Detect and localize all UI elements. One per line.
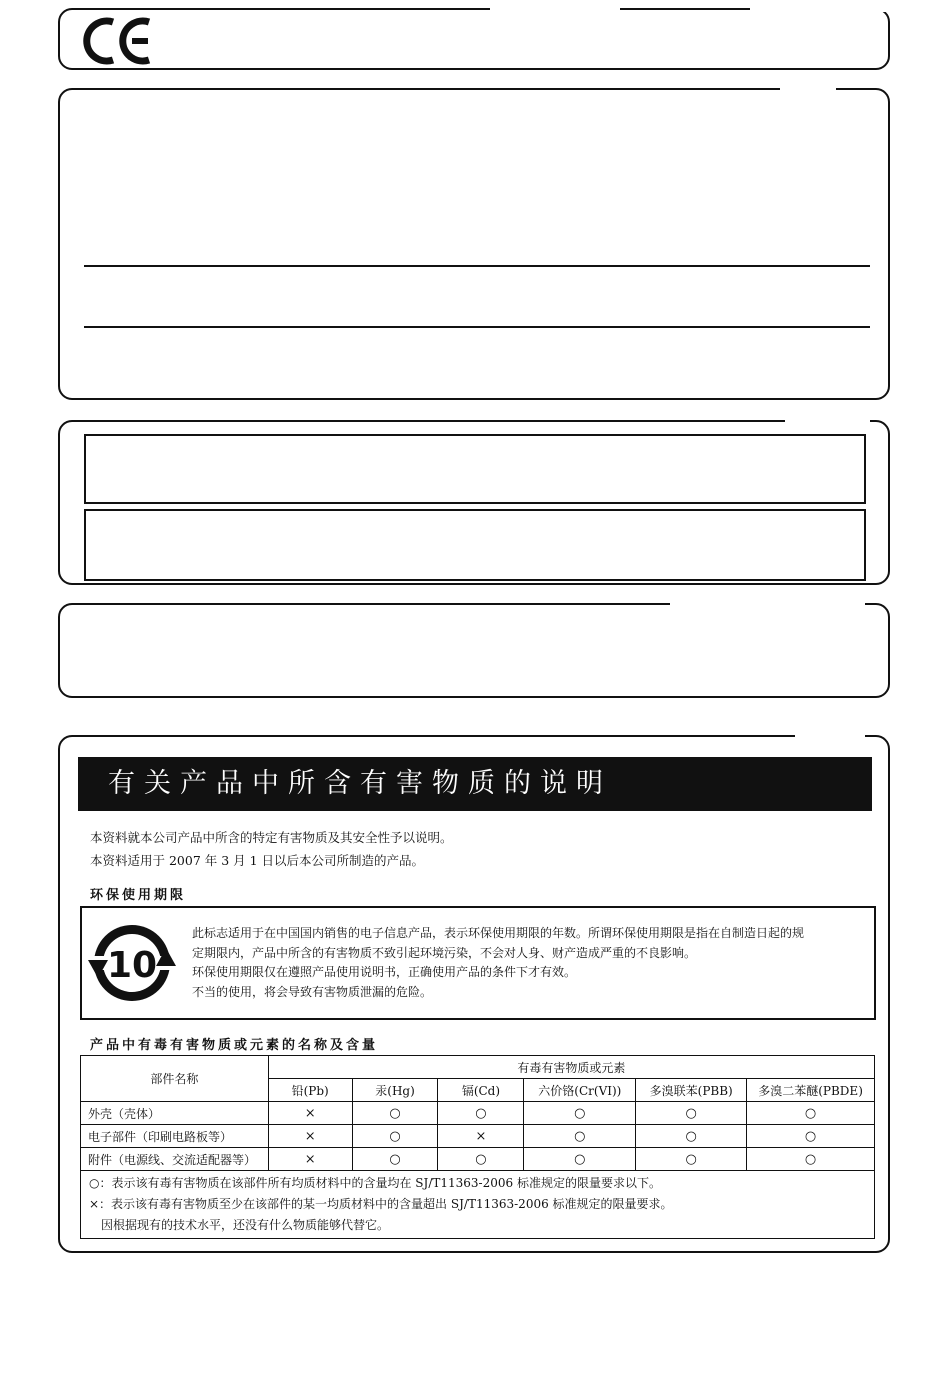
part-name: 外壳（壳体） bbox=[81, 1102, 269, 1125]
substance-mark: × bbox=[268, 1102, 352, 1125]
substance-mark: ○ bbox=[747, 1102, 875, 1125]
substance-mark: ○ bbox=[352, 1148, 438, 1171]
eco-line: 环保使用期限仅在遵照产品使用说明书，正确使用产品的条件下才有效。 bbox=[192, 965, 577, 979]
substance-mark: × bbox=[438, 1125, 524, 1148]
note-line: ×：表示该有毒有害物质至少在该部件的某一均质材料中的含量超出 SJ/T11363-2006 标准规定的限量要求。 bbox=[89, 1197, 673, 1211]
eco-text bbox=[192, 924, 854, 1002]
info-panel-2 bbox=[58, 88, 890, 400]
border-gap bbox=[670, 602, 865, 607]
eco-line: 不当的使用，将会导致有害物质泄漏的危险。 bbox=[192, 984, 433, 999]
ce-panel bbox=[58, 8, 890, 70]
substance-header: 汞(Hg) bbox=[352, 1079, 438, 1102]
table-row bbox=[81, 1102, 875, 1125]
border-gap bbox=[795, 734, 865, 739]
part-name: 附件（电源线、交流适配器等） bbox=[81, 1148, 269, 1171]
note-line: 因根据现有的技术水平，还没有什么物质能够代替它。 bbox=[89, 1218, 390, 1232]
table-heading: 产品中有毒有害物质或元素的名称及含量 bbox=[90, 1038, 379, 1053]
empty-box bbox=[84, 434, 866, 504]
table-row bbox=[81, 1148, 875, 1171]
substance-mark: ○ bbox=[524, 1102, 636, 1125]
substance-group-header: 有毒有害物质或元素 bbox=[268, 1056, 874, 1079]
divider-line bbox=[84, 265, 870, 267]
part-name: 电子部件（印刷电路板等） bbox=[81, 1125, 269, 1148]
table-notes bbox=[81, 1171, 875, 1239]
substance-mark: × bbox=[268, 1125, 352, 1148]
substance-mark: ○ bbox=[636, 1102, 747, 1125]
table-notes-row bbox=[81, 1171, 875, 1239]
border-gap bbox=[780, 87, 836, 92]
substance-mark: ○ bbox=[438, 1102, 524, 1125]
rohs-panel bbox=[58, 735, 890, 1253]
note-line: ○：表示该有毒有害物质在该部件所有均质材料中的含量均在 SJ/T11363-2006 标准规定的限量要求以下。 bbox=[89, 1176, 661, 1190]
substance-header: 多溴二苯醚(PBDE) bbox=[747, 1079, 875, 1102]
substance-header: 镉(Cd) bbox=[438, 1079, 524, 1102]
hazardous-substance-table bbox=[80, 1055, 875, 1239]
eco-line: 定期限内，产品中所含的有害物质不致引起环境污染，不会对人身、财产造成严重的不良影响。 bbox=[192, 945, 697, 960]
info-panel-4 bbox=[58, 603, 890, 698]
empty-box bbox=[84, 509, 866, 581]
table-row bbox=[81, 1125, 875, 1148]
substance-mark: ○ bbox=[636, 1148, 747, 1171]
substance-mark: ○ bbox=[352, 1125, 438, 1148]
substance-mark: ○ bbox=[438, 1148, 524, 1171]
substance-mark: ○ bbox=[524, 1148, 636, 1171]
substance-mark: ○ bbox=[747, 1125, 875, 1148]
substance-mark: ○ bbox=[636, 1125, 747, 1148]
divider-line bbox=[84, 326, 870, 328]
substance-mark: ○ bbox=[524, 1125, 636, 1148]
eco-heading: 环保使用期限 bbox=[90, 888, 187, 903]
substance-header: 铅(Pb) bbox=[268, 1079, 352, 1102]
border-gap bbox=[750, 7, 890, 12]
intro-line-2: 本资料适用于 2007 年 3 月 1 日以后本公司所制造的产品。 bbox=[90, 853, 425, 868]
substance-mark: × bbox=[268, 1148, 352, 1171]
environmental-protection-period-icon bbox=[86, 920, 178, 1006]
substance-header: 六价铬(Cr(VI)) bbox=[524, 1079, 636, 1102]
substance-mark: ○ bbox=[352, 1102, 438, 1125]
ce-mark-icon bbox=[82, 14, 154, 68]
eco-icon-number: 10 bbox=[106, 945, 158, 986]
border-gap bbox=[490, 7, 620, 12]
eco-line: 此标志适用于在中国国内销售的电子信息产品，表示环保使用期限的年数。所谓环保使用期限是指在自制造日起的规 bbox=[192, 926, 805, 940]
eco-period-box bbox=[80, 906, 876, 1020]
substance-header: 多溴联苯(PBB) bbox=[636, 1079, 747, 1102]
border-gap bbox=[785, 419, 870, 424]
substance-mark: ○ bbox=[747, 1148, 875, 1171]
part-name-header: 部件名称 bbox=[81, 1056, 269, 1102]
rohs-title: 有关产品中所含有害物质的说明 bbox=[78, 757, 872, 811]
intro-line-1: 本资料就本公司产品中所含的特定有害物质及其安全性予以说明。 bbox=[90, 830, 453, 845]
info-panel-3 bbox=[58, 420, 890, 585]
